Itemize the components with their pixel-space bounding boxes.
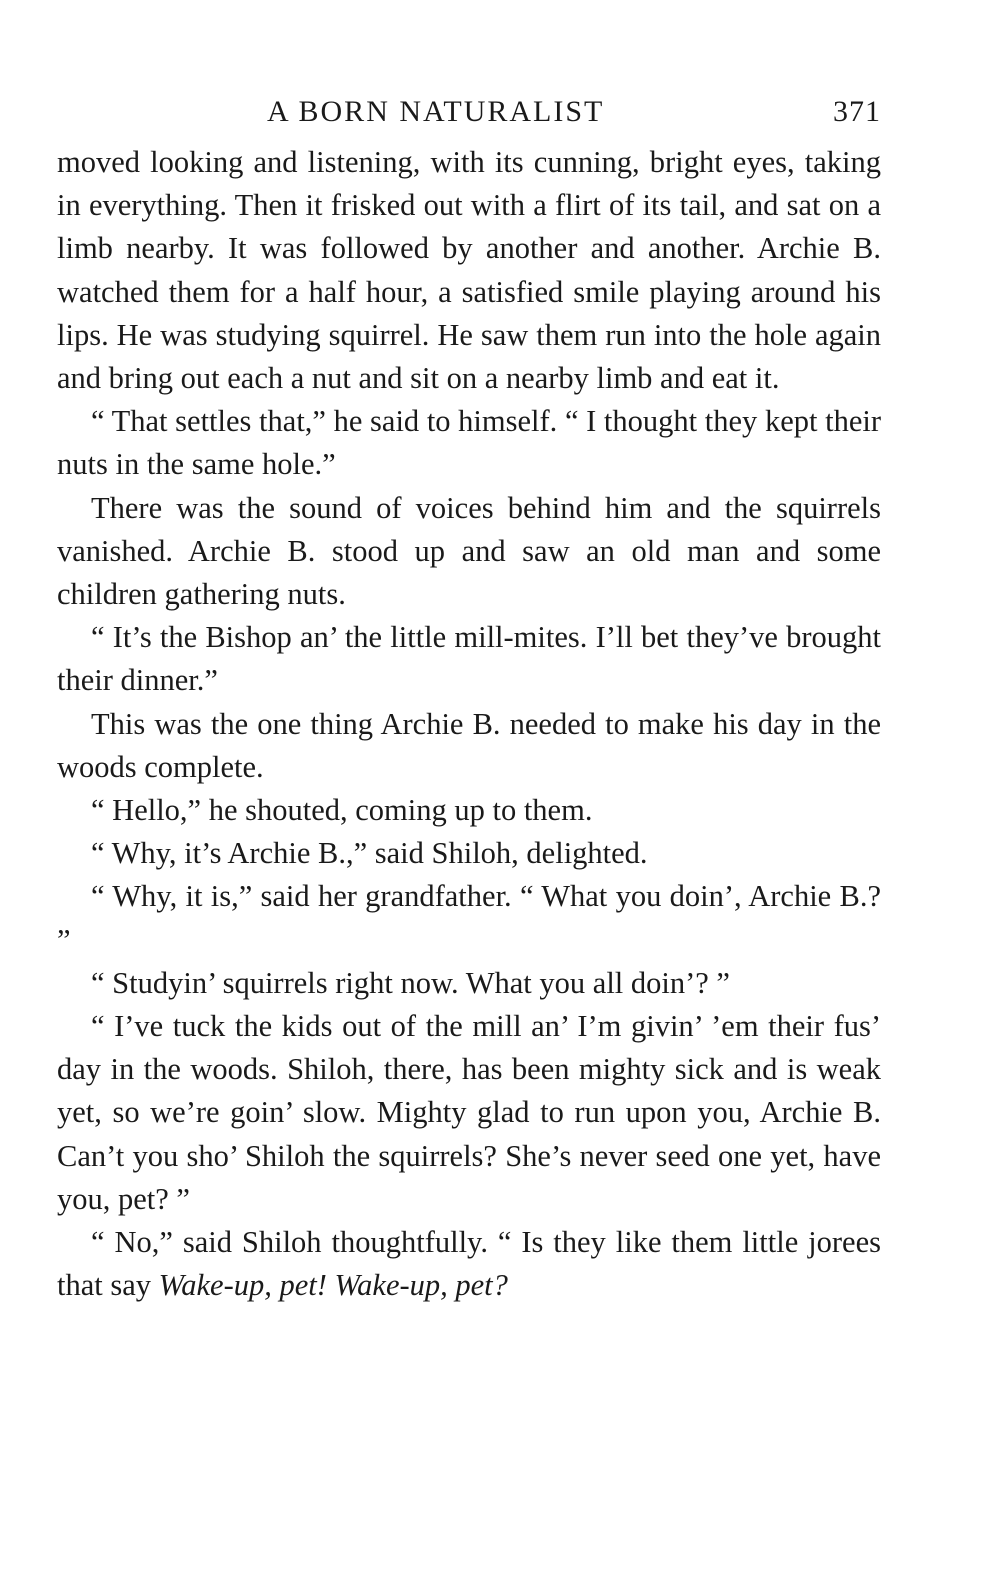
- paragraph: “ Why, it is,” said her grandfather. “ What you doin’, Archie B.? ”: [57, 879, 881, 957]
- page-number: 371: [833, 95, 881, 128]
- italic-phrase: Wake-up, pet?: [334, 1268, 508, 1303]
- italic-phrase: Wake-up, pet!: [158, 1268, 327, 1303]
- paragraph: “ Studyin’ squirrels right now. What you all doin’? ”: [91, 965, 730, 1000]
- paragraph: “ Hello,” he shouted, coming up to them.: [91, 793, 593, 828]
- paragraph: “ Why, it’s Archie B.,” said Shiloh, delighted.: [91, 836, 648, 871]
- running-title: A BORN NATURALIST: [267, 95, 605, 128]
- paragraph: “ That settles that,” he said to himself. “ I thought they kept their nuts in the same hole.”: [57, 404, 881, 482]
- paragraph: “ It’s the Bishop an’ the little mill-mites. I’ll bet they’ve brought their dinner.”: [57, 620, 881, 698]
- paragraph: This was the one thing Archie B. needed to make his day in the woods complete.: [57, 706, 881, 784]
- paragraph: “ I’ve tuck the kids out of the mill an’ I’m givin’ ’em their fus’ day in the woods. Shiloh, there, has been mighty sick and is weak yet, so we’re goin’ slow. Mighty glad to run upon you, Archie B. Can’t you sho’ Shiloh the squirrels? She’s never seed one yet, have you, pet? ”: [57, 1009, 881, 1216]
- page-header: [57, 95, 881, 141]
- book-page: [57, 95, 881, 1307]
- paragraph: There was the sound of voices behind him and the squirrels vanished. Archie B. stood up and saw an old man and some children gathering nuts.: [57, 490, 881, 612]
- body-text: [57, 141, 881, 1307]
- paragraph-last: [57, 1221, 881, 1307]
- paragraph-text: “ No,” said Shiloh thoughtfully. “ Is they like them little jorees that say: [57, 1225, 881, 1303]
- paragraph: moved looking and listening, with its cunning, bright eyes, taking in everything. Then it frisked out with a flirt of its tail, and sat on a limb nearby. It was followed by another and another. Archie B. watched them for a half hour, a satisfied smile playing around his lips. He was studying squirrel. He saw them run into the hole again and bring out each a nut and sit on a nearby limb and eat it.: [57, 145, 881, 396]
